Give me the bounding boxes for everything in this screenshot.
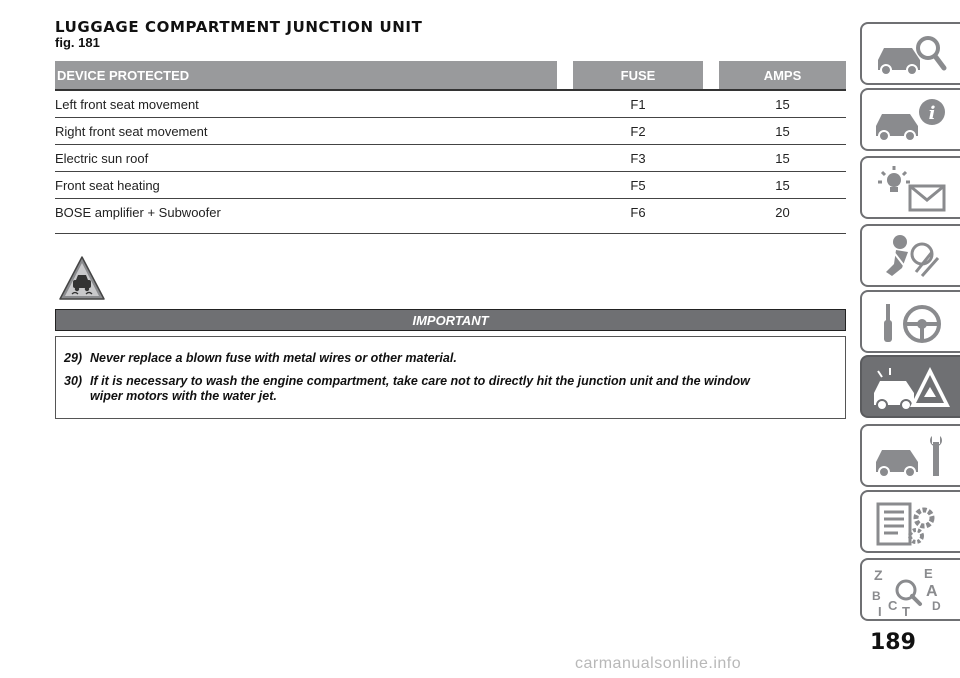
table-row bbox=[55, 118, 846, 145]
cell-fuse: F6 bbox=[630, 205, 646, 220]
tab-index[interactable] bbox=[860, 558, 960, 621]
cell-fuse: F2 bbox=[630, 123, 646, 139]
cell-amps: 15 bbox=[775, 150, 790, 166]
table-header bbox=[55, 61, 846, 91]
svg-text:C: C bbox=[888, 598, 898, 613]
cell-amps: 15 bbox=[775, 123, 790, 139]
important-notes bbox=[55, 336, 846, 419]
svg-text:B: B bbox=[872, 589, 881, 603]
svg-text:A: A bbox=[926, 583, 938, 600]
watermark: carmanualsonline.info bbox=[575, 655, 742, 672]
table-row bbox=[55, 199, 846, 235]
svg-text:T: T bbox=[902, 604, 910, 616]
cell-device: Front seat heating bbox=[55, 177, 160, 193]
header-fuse: FUSE bbox=[573, 61, 703, 89]
car-search-icon bbox=[872, 30, 952, 80]
svg-text:E: E bbox=[924, 566, 933, 581]
section-title: LUGGAGE COMPARTMENT JUNCTION UNIT bbox=[55, 18, 423, 36]
tab-technical-data[interactable] bbox=[860, 490, 960, 553]
cell-device: BOSE amplifier + Subwoofer bbox=[55, 205, 221, 220]
warning-light-message-icon bbox=[872, 164, 952, 214]
alphabetical-index-icon bbox=[872, 566, 952, 616]
svg-text:Z: Z bbox=[874, 567, 883, 583]
tab-maintenance[interactable] bbox=[860, 424, 960, 487]
figure-reference: fig. 181 bbox=[55, 35, 100, 50]
tab-warning-lights[interactable] bbox=[860, 156, 960, 219]
table-divider bbox=[55, 233, 846, 234]
slippery-road-warning-icon bbox=[58, 255, 106, 303]
cell-fuse: F1 bbox=[630, 96, 646, 112]
tab-starting-driving[interactable] bbox=[860, 290, 960, 353]
car-maintenance-icon bbox=[872, 432, 952, 482]
tab-safety[interactable] bbox=[860, 224, 960, 287]
svg-text:i: i bbox=[928, 103, 936, 124]
car-info-icon bbox=[872, 96, 952, 146]
svg-text:D: D bbox=[932, 599, 941, 613]
page-number: 189 bbox=[870, 630, 916, 655]
note-item: 29) Never replace a blown fuse with metal wires or other material. bbox=[64, 351, 457, 365]
car-emergency-warning-icon bbox=[872, 363, 952, 413]
important-heading: IMPORTANT bbox=[55, 309, 846, 331]
header-amps: AMPS bbox=[719, 61, 846, 89]
cell-amps: 15 bbox=[775, 177, 790, 193]
cell-fuse: F5 bbox=[630, 177, 646, 193]
cell-device: Left front seat movement bbox=[55, 96, 199, 112]
note-item: 30) If it is necessary to wash the engine compartment, take care not to directly hit the junction unit and the window wiper motors with the water jet. bbox=[64, 374, 750, 403]
tab-car-search[interactable] bbox=[860, 22, 960, 85]
tab-car-info[interactable] bbox=[860, 88, 960, 151]
table-row bbox=[55, 145, 846, 172]
table-row bbox=[55, 91, 846, 118]
key-steering-wheel-icon bbox=[872, 298, 952, 348]
svg-text:I: I bbox=[878, 604, 882, 616]
airbag-seatbelt-icon bbox=[872, 232, 952, 282]
cell-amps: 20 bbox=[775, 205, 790, 220]
cell-device: Right front seat movement bbox=[55, 123, 208, 139]
tab-emergency[interactable] bbox=[860, 355, 960, 418]
cell-amps: 15 bbox=[775, 96, 790, 112]
cell-device: Electric sun roof bbox=[55, 150, 149, 166]
fuse-table bbox=[55, 61, 846, 235]
technical-data-icon bbox=[872, 498, 952, 548]
cell-fuse: F3 bbox=[630, 150, 646, 166]
table-row bbox=[55, 172, 846, 199]
header-device-protected: DEVICE PROTECTED bbox=[55, 61, 557, 89]
